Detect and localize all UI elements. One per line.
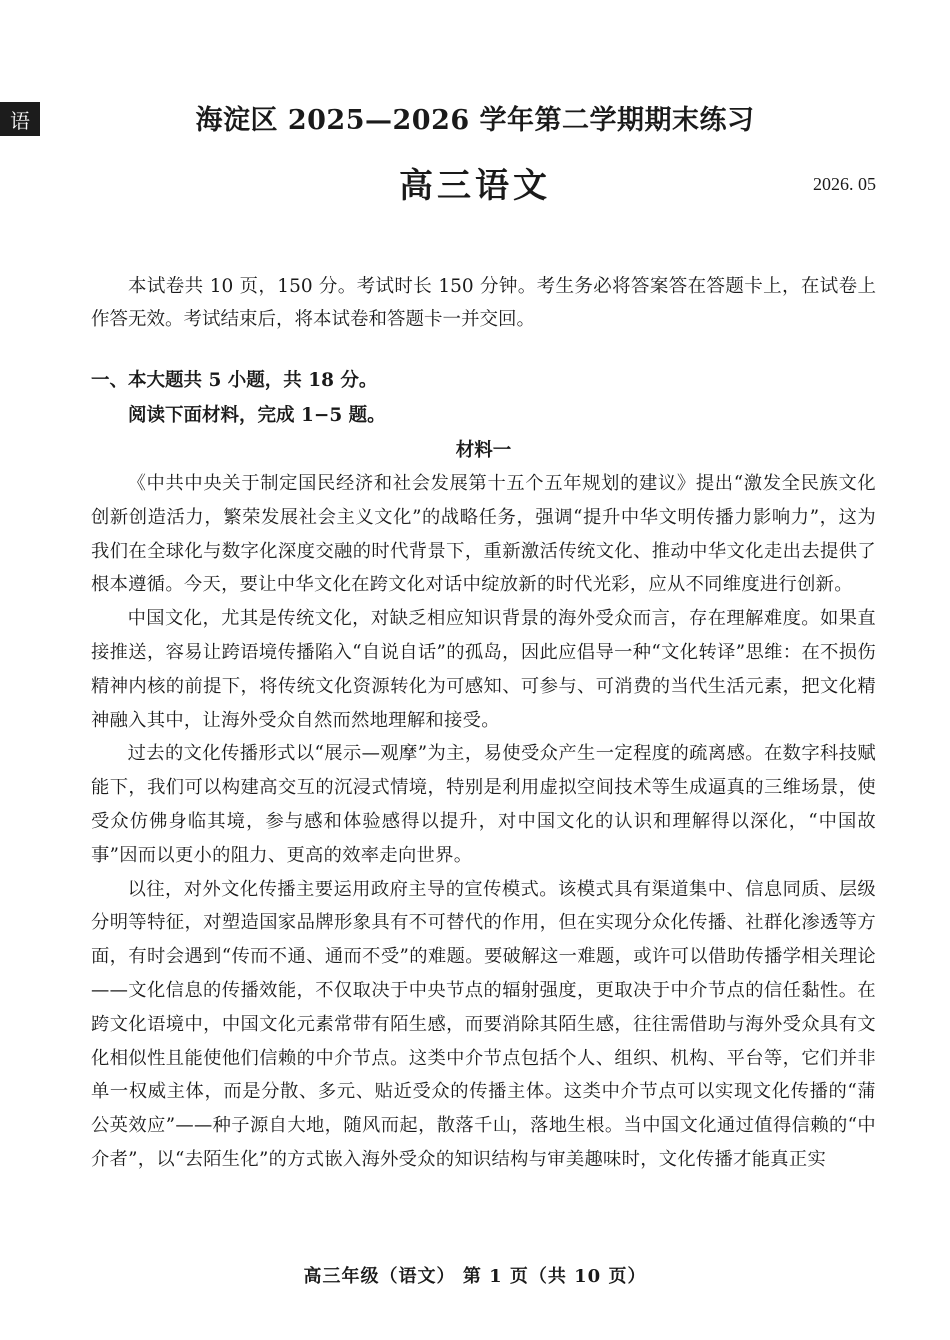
material-paragraph: 《中共中央关于制定国民经济和社会发展第十五个五年规划的建议》提出“激发全民族文化创新创造活力，繁荣发展社会主义文化”的战略任务，强调“提升中华文明传播力影响力”，这为我们在全球化与数字化深度交融的时代背景下，重新激活传统文化、推动中华文化走出去提供了根本遵循。今天，要让中华文化在跨文化对话中绽放新的时代光彩，应从不同维度进行创新。: [91, 473, 876, 596]
reading-instruction: 阅读下面材料，完成 1−5 题。: [128, 405, 386, 426]
page-footer: 高三年级（语文） 第 1 页（共 10 页）: [303, 1266, 647, 1287]
exam-date: 2026. 05: [813, 174, 876, 194]
subject-title: 高三语文: [399, 166, 551, 206]
page-body: [91, 270, 876, 1177]
exam-instructions: 本试卷共 10 页，150 分。考试时长 150 分钟。考生务必将答案答在答题卡上，在试卷上作答无效。考试结束后，将本试卷和答题卡一并交回。: [91, 276, 876, 330]
material-paragraph: 以往，对外文化传播主要运用政府主导的宣传模式。该模式具有渠道集中、信息同质、层级分明等特征，对塑造国家品牌形象具有不可替代的作用，但在实现分众化传播、社群化渗透等方面，有时会遇到“传而不通、通而不受”的难题。要破解这一难题，或许可以借助传播学相关理论——文化信息的传播效能，不仅取决于中央节点的辐射强度，更取决于中介节点的信任黏性。在跨文化语境中，中国文化元素常带有陌生感，而要消除其陌生感，往往需借助与海外受众具有文化相似性且能使他们信赖的中介节点。这类中介节点包括个人、组织、机构、平台等，它们并非单一权威主体，而是分散、多元、贴近受众的传播主体。这类中介节点可以实现文化传播的“蒲公英效应”——种子源自大地，随风而起，散落千山，落地生根。当中国文化通过值得信赖的“中介者”，以“去陌生化”的方式嵌入海外受众的知识结构与审美趣味时，文化传播才能真正实: [91, 878, 876, 1170]
subject-side-tab: 语: [0, 102, 40, 136]
section-heading: 一、本大题共 5 小题，共 18 分。: [91, 370, 378, 391]
material-title: 材料一: [455, 440, 512, 461]
material-paragraph: 过去的文化传播形式以“展示—观摩”为主，易使受众产生一定程度的疏离感。在数字科技赋能下，我们可以构建高交互的沉浸式情境，特别是利用虚拟空间技术等生成逼真的三维场景，使受众仿佛身临其境，参与感和体验感得以提升，对中国文化的认识和理解得以深化，“中国故事”因而以更小的阻力、更高的效率走向世界。: [91, 743, 876, 866]
exam-title: 海淀区 2025—2026 学年第二学期期末练习: [195, 105, 755, 136]
material-paragraph: 中国文化，尤其是传统文化，对缺乏相应知识背景的海外受众而言，存在理解难度。如果直接推送，容易让跨语境传播陷入“自说自话”的孤岛，因此应倡导一种“文化转译”思维：在不损伤精神内核的前提下，将传统文化资源转化为可感知、可参与、可消费的当代生活元素，把文化精神融入其中，让海外受众自然而然地理解和接受。: [91, 608, 876, 731]
